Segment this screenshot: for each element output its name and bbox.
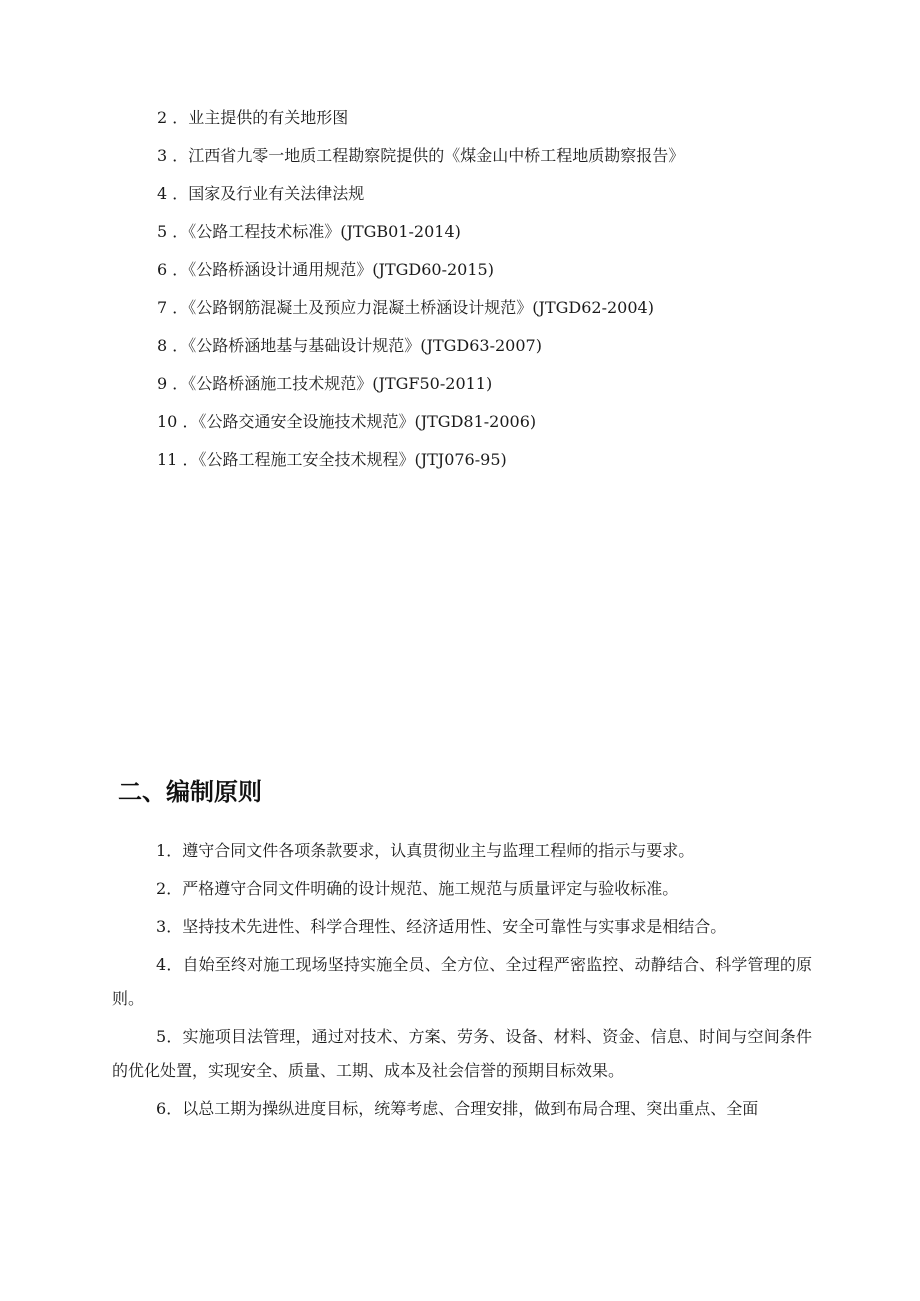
- reference-text: ．《公路工程技术标准》(JTGB01-2014): [172, 222, 461, 241]
- principle-text: ．严格遵守合同文件明确的设计规范、施工规范与质量评定与验收标准。: [166, 879, 679, 898]
- reference-number: 7: [157, 298, 168, 317]
- reference-text: ．《公路钢筋混凝土及预应力混凝土桥涵设计规范》(JTGD62-2004): [172, 298, 654, 317]
- principle-text: ．实施项目法管理，通过对技术、方案、劳务、设备、材料、资金、信息、时间与空间条件的优化处置，实现安全、质量、工期、成本及社会信誉的预期目标效果。: [112, 1027, 812, 1080]
- principle-number: 6: [156, 1099, 167, 1118]
- principle-item-1: [112, 834, 812, 868]
- reference-item-5: [157, 220, 857, 258]
- principle-text: ．以总工期为操纵进度目标，统筹考虑、合理安排，做到布局合理、突出重点、全面: [166, 1099, 759, 1118]
- reference-text: ．江西省九零一地质工程勘察院提供的《煤金山中桥工程地质勘察报告》: [172, 146, 685, 165]
- principle-item-6: [112, 1092, 812, 1126]
- reference-number: 4: [157, 184, 168, 203]
- reference-item-8: [157, 334, 857, 372]
- reference-text: ．《公路桥涵设计通用规范》(JTGD60-2015): [172, 260, 494, 279]
- reference-item-7: [157, 296, 857, 334]
- reference-text: ．《公路交通安全设施技术规范》(JTGD81-2006): [182, 412, 537, 431]
- reference-list: [157, 106, 857, 486]
- reference-number: 6: [157, 260, 168, 279]
- principle-text: ．自始至终对施工现场坚持实施全员、全方位、全过程严密监控、动静结合、科学管理的原则。: [112, 955, 812, 1008]
- reference-item-4: [157, 182, 857, 220]
- reference-item-2: [157, 106, 857, 144]
- section-heading: 二、编制原则: [118, 778, 262, 806]
- reference-number: 5: [157, 222, 168, 241]
- reference-text: ．《公路桥涵施工技术规范》(JTGF50-2011): [172, 374, 493, 393]
- reference-number: 9: [157, 374, 168, 393]
- reference-item-3: [157, 144, 857, 182]
- reference-number: 11: [157, 450, 178, 469]
- principle-number: 4: [156, 955, 167, 974]
- principle-number: 5: [156, 1027, 167, 1046]
- reference-number: 8: [157, 336, 168, 355]
- reference-item-6: [157, 258, 857, 296]
- principle-number: 1: [156, 841, 167, 860]
- principle-number: 3: [156, 917, 167, 936]
- principle-item-2: [112, 872, 812, 906]
- principle-number: 2: [156, 879, 167, 898]
- reference-text: ．国家及行业有关法律法规: [172, 184, 365, 203]
- reference-item-10: [157, 410, 857, 448]
- reference-text: ．业主提供的有关地形图: [172, 108, 349, 127]
- principle-item-5: [112, 1020, 812, 1088]
- principle-item-4: [112, 948, 812, 1016]
- reference-item-11: [157, 448, 857, 486]
- reference-item-9: [157, 372, 857, 410]
- reference-text: ．《公路桥涵地基与基础设计规范》(JTGD63-2007): [172, 336, 542, 355]
- reference-text: ．《公路工程施工安全技术规程》(JTJ076-95): [182, 450, 507, 469]
- principle-text: ．遵守合同文件各项条款要求，认真贯彻业主与监理工程师的指示与要求。: [166, 841, 695, 860]
- principles-list: [112, 834, 812, 1130]
- reference-number: 2: [157, 108, 168, 127]
- reference-number: 10: [157, 412, 178, 431]
- principle-item-3: [112, 910, 812, 944]
- principle-text: ．坚持技术先进性、科学合理性、经济适用性、安全可靠性与实事求是相结合。: [166, 917, 727, 936]
- reference-number: 3: [157, 146, 168, 165]
